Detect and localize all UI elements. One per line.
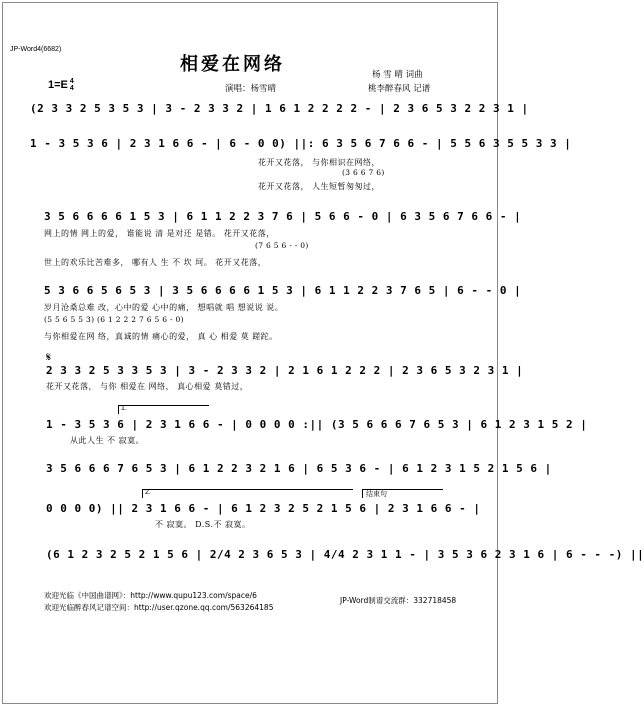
score-line-2: 1 - 3 5 3 6 | 2 3 1 6 6 - | 6 - 0 0) ||: 6 3 5 6 7 6 6 - | 5 5 6 3 5 5 3 3 | <box>30 137 572 150</box>
volta-bracket-1 <box>118 405 209 414</box>
lyric-line-4b: (5 5 6 5 5 3) (6 1 2 2 2 7 6 5 6 - 0) <box>44 315 184 324</box>
transcriber-credit: 桃李醉春风 记谱 <box>368 84 431 94</box>
time-top: 4 <box>69 78 74 85</box>
lyric-line-4c: 与你相爱在网 络，真诚的情 痛心的爱， 真 心 相爱 莫 蹉跎。 <box>44 332 278 341</box>
volta-label-1: 1. <box>121 405 127 412</box>
footer-link-2: 欢迎光临醉春风记谱空间：http://user.qzone.qq.com/563264185 <box>44 603 274 612</box>
time-bottom: 4 <box>69 85 74 92</box>
source-tag: JP-Word4(6682) <box>10 46 62 53</box>
score-line-5: 2 3 3 2 5 3 3 5 3 | 3 - 2 3 3 2 | 2 1 6 1 2 2 2 | 2 3 6 5 3 2 3 1 | <box>46 364 524 377</box>
footer-group: JP-Word制谱交流群：332718458 <box>340 596 457 605</box>
lyric-line-2c: 花开又花落， 人生短暂匆匆过， <box>258 182 381 191</box>
lyric-line-6a: 从此人生 不 寂寞。 <box>70 436 145 445</box>
score-line-9: (6 1 2 3 2 5 2 1 5 6 | 2/4 2 3 6 5 3 | 4/4 2 3 1 1 - | 3 5 3 6 2 3 1 6 | 6 - - -) || <box>46 548 644 561</box>
volta-bracket-2 <box>142 489 353 498</box>
lyricist-credit: 杨 雪 晴 词曲 <box>372 70 423 80</box>
coda-label: 结束句 <box>366 491 387 498</box>
score-line-8: 0 0 0 0) || 2 3 1 6 6 - | 6 1 2 3 2 5 2 1 5 6 | 2 3 1 6 6 - | <box>46 502 481 515</box>
lyric-line-5a: 花开又花落， 与你 相爱在 网络， 真心相爱 莫错过， <box>46 382 249 391</box>
volta-label-2: 2. <box>145 489 151 496</box>
lyric-line-8a: 不 寂寞。 D.S.不 寂寞。 <box>155 520 251 529</box>
lyric-line-2b: (3 6 6 7 6) <box>342 168 385 177</box>
score-line-4: 5 3 6 6 5 6 5 3 | 3 5 6 6 6 6 1 5 3 | 6 1 1 2 2 3 7 6 5 | 6 - - 0 | <box>44 284 522 297</box>
lyric-line-4a: 岁月沧桑总难 改，心中的爱 心中的痛， 想唱就 唱 想说说 说。 <box>44 303 284 312</box>
singer-credit: 演唱：杨雪晴 <box>225 84 277 94</box>
lyric-line-3a: 网上的情 网上的爱， 谁能说 清 是对还 是错。 花开又花落， <box>44 229 275 238</box>
time-signature <box>70 78 74 92</box>
score-line-3: 3 5 6 6 6 6 1 5 3 | 6 1 1 2 2 3 7 6 | 5 6 6 - 0 | 6 3 5 6 7 6 6 - | <box>44 210 522 223</box>
lyric-line-3c: 世上的欢乐比苦难多， 哪有人 生 不 坎 坷。 花开又花落， <box>44 258 267 267</box>
song-title: 相爱在网络 <box>180 54 285 75</box>
score-line-7: 3 5 6 6 6 7 6 5 3 | 6 1 2 2 3 2 1 6 | 6 5 3 6 - | 6 1 2 3 1 5 2 1 5 6 | <box>46 462 552 475</box>
lyric-line-2a: 花开又花落， 与你相识在网络， <box>258 158 381 167</box>
key-signature <box>48 78 74 92</box>
key-text: 1=E <box>48 78 68 91</box>
footer-link-1: 欢迎光临《中国曲谱网》：http://www.qupu123.com/space/6 <box>44 591 257 600</box>
score-line-1: (2 3 3 2 5 3 5 3 | 3 - 2 3 3 2 | 1 6 1 2 2 2 2 - | 2 3 6 5 3 2 2 3 1 | <box>30 102 529 115</box>
lyric-line-3b: (7 6 5 6 - - 0) <box>255 241 309 250</box>
segno-icon: 𝄋 <box>46 350 52 364</box>
score-line-6: 1 - 3 5 3 6 | 2 3 1 6 6 - | 0 0 0 0 :|| (3 5 6 6 6 7 6 5 3 | 6 1 2 3 1 5 2 | <box>46 418 588 431</box>
